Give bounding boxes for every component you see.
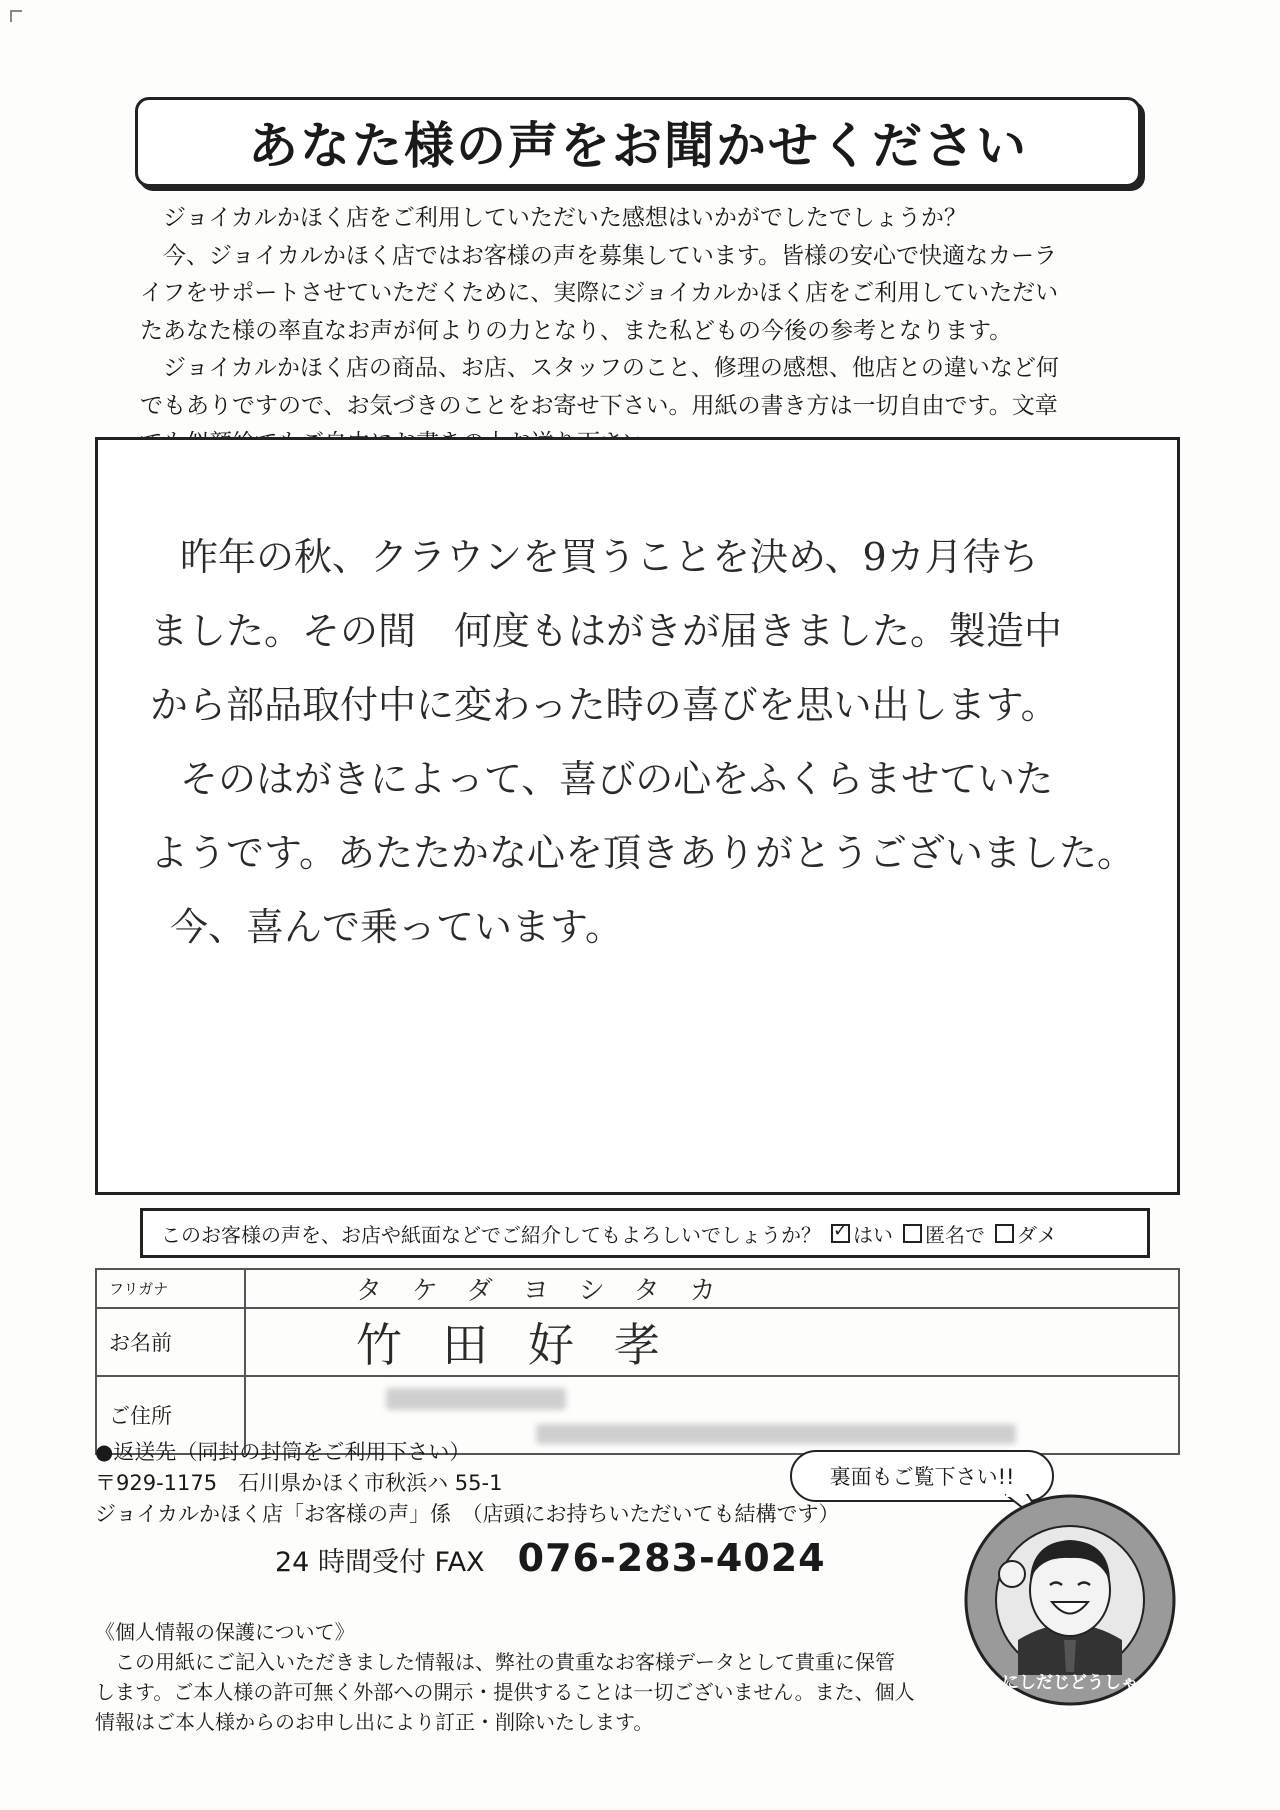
- consent-anonymous-checkbox[interactable]: [903, 1224, 922, 1243]
- corner-mark: [10, 10, 22, 22]
- privacy-line: 情報はご本人様からのお申し出により訂正・削除いたします。: [95, 1710, 654, 1734]
- privacy-notice: [95, 1617, 1175, 1737]
- fax-line: [275, 1536, 826, 1580]
- consent-yes-label: はい: [853, 1222, 893, 1247]
- name-row: [96, 1308, 1179, 1376]
- speech-bubble-text: 裏面もご覧下さい!!: [829, 1465, 1015, 1489]
- furigana-row: [96, 1269, 1179, 1308]
- page-title: あなた様の声をお聞かせください: [248, 117, 1028, 175]
- redacted-postal: [386, 1388, 566, 1410]
- handwritten-line: ました。その間 何度もはがきが届きました。製造中: [150, 609, 1063, 653]
- return-recipient: ジョイカルかほく店「お客様の声」係 （店頭にお持ちいただいても結構です）: [95, 1502, 840, 1526]
- furigana-field[interactable]: タケダヨシタカ: [245, 1269, 1179, 1308]
- handwritten-line: 今、喜んで乗っています。: [170, 905, 623, 949]
- intro-text: [140, 200, 1150, 463]
- intro-line: でもありですので、お気づきのことをお寄せ下さい。用紙の書き方は一切自由です。文章: [140, 392, 1058, 419]
- return-heading: ●返送先（同封の封筒をご利用下さい）: [95, 1440, 471, 1464]
- privacy-line: この用紙にご記入いただきました情報は、弊社の貴重なお客様データとして貴重に保管: [115, 1650, 895, 1674]
- name-label: お名前: [96, 1308, 245, 1376]
- return-info: [95, 1437, 839, 1530]
- fax-number: 076-283-4024: [517, 1536, 826, 1580]
- fax-label: 24 時間受付 FAX: [275, 1547, 485, 1578]
- furigana-label: フリガナ: [96, 1269, 245, 1308]
- privacy-heading: 《個人情報の保護について》: [95, 1620, 355, 1644]
- consent-box: [140, 1208, 1150, 1258]
- mascot-caption: にしだじどうしゃ: [1002, 1673, 1138, 1693]
- handwritten-line: 昨年の秋、クラウンを買うことを決め、9カ月待ち: [180, 535, 1039, 579]
- intro-line: たあなた様の率直なお声が何よりの力となり、また私どもの今後の参考となります。: [140, 317, 1013, 344]
- handwritten-line: から部品取付中に変わった時の喜びを思い出します。: [150, 683, 1059, 727]
- handwritten-message: [150, 520, 1180, 964]
- address-label: ご住所: [96, 1376, 245, 1454]
- consent-yes-checkbox[interactable]: [831, 1224, 850, 1243]
- intro-line: 今、ジョイカルかほく店ではお客様の声を募集しています。皆様の安心で快適なカーラ: [163, 242, 1058, 269]
- title-box: [135, 97, 1141, 187]
- name-field[interactable]: 竹田好孝: [245, 1308, 1179, 1376]
- consent-no-label: ダメ: [1017, 1222, 1057, 1247]
- intro-line: イフをサポートさせていただくために、実際にジョイカルかほく店をご利用していただい: [140, 280, 1059, 306]
- intro-line: ジョイカルかほく店の商品、お店、スタッフのこと、修理の感想、他店との違いなど何: [163, 355, 1059, 381]
- handwritten-line: ようです。あたたかな心を頂きありがとうございました。: [150, 831, 1135, 875]
- consent-question: このお客様の声を、お店や紙面などでご紹介してもよろしいでしょうか？: [161, 1222, 821, 1247]
- privacy-line: します。ご本人様の許可無く外部への開示・提供することは一切ございません。また、個人: [95, 1680, 915, 1704]
- customer-info-table: [95, 1268, 1180, 1455]
- consent-no-checkbox[interactable]: [995, 1224, 1014, 1243]
- return-address: 〒929-1175 石川県かほく市秋浜ハ 55-1: [95, 1471, 503, 1495]
- intro-line: ジョイカルかほく店をご利用していただいた感想はいかがでしたでしょうか？: [163, 205, 967, 231]
- consent-anonymous-label: 匿名で: [925, 1222, 985, 1247]
- handwritten-line: そのはがきによって、喜びの心をふくらませていた: [180, 757, 1054, 801]
